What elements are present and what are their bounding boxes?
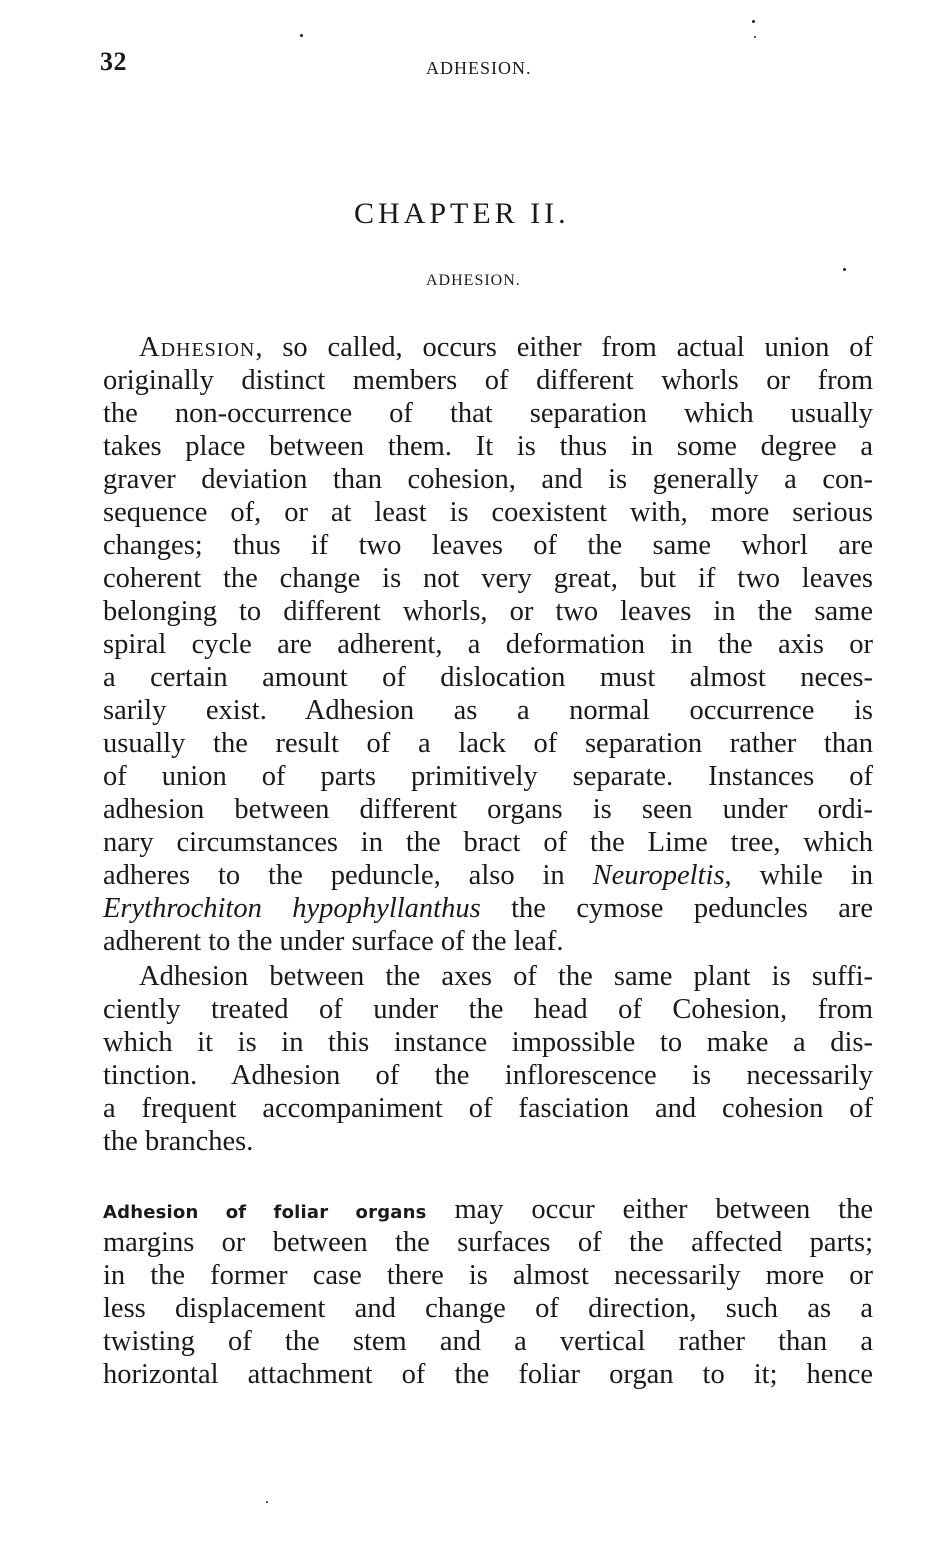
text-line: takes place between them. It is thus in some degree a (103, 431, 873, 462)
paragraph-adhesion-intro (103, 331, 873, 958)
text-line: adherent to the under surface of the leaf. (103, 926, 564, 957)
chapter-title: CHAPTER II. (354, 197, 570, 230)
text-line: ciently treated of under the head of Cohesion, from (103, 994, 873, 1025)
text-line: in the former case there is almost necessarily more or (103, 1260, 873, 1291)
page-number: 32 (100, 47, 127, 76)
text-line: changes; thus if two leaves of the same whorl are (103, 530, 873, 561)
text-line: tinction. Adhesion of the inflorescence is necessarily (103, 1060, 873, 1091)
paragraph-axes-adhesion (103, 960, 873, 1158)
text-line: twisting of the stem and a vertical rather than a (103, 1326, 873, 1357)
text-line: adheres to the peduncle, also in Neuropeltis, while in (103, 860, 873, 891)
text-line: a certain amount of dislocation must almost neces- (103, 662, 873, 693)
paragraph-foliar-organs (103, 1193, 873, 1391)
text-line: originally distinct members of different whorls or from (103, 365, 873, 396)
text-line: adhesion between different organs is seen under ordi- (103, 794, 873, 825)
text-line: horizontal attachment of the foliar organ to it; hence (103, 1359, 873, 1390)
text-line: coherent the change is not very great, but if two leaves (103, 563, 873, 594)
text-line: Erythrochiton hypophyllanthus the cymose peduncles are (103, 893, 874, 924)
text-line: less displacement and change of direction, such as a (103, 1293, 873, 1324)
text-line: of union of parts primitively separate. Instances of (103, 761, 873, 792)
text-line: sarily exist. Adhesion as a normal occurrence is (103, 695, 873, 726)
lead-word: Adhesion (139, 332, 256, 363)
text-line: belonging to different whorls, or two leaves in the same (103, 596, 873, 627)
text-line: the branches. (103, 1126, 254, 1157)
text-line: margins or between the surfaces of the affected parts; (103, 1227, 873, 1258)
text-line: graver deviation than cohesion, and is generally a con- (103, 464, 873, 495)
text-line: Adhesion between the axes of the same plant is suffi- (139, 961, 873, 992)
text-line: Adhesion, so called, occurs either from actual union of (139, 332, 873, 363)
text-line: sequence of, or at least is coexistent with, more serious (103, 497, 873, 528)
text-line: which it is in this instance impossible to make a dis- (103, 1027, 873, 1058)
text-line: a frequent accompaniment of fasciation and cohesion of (103, 1093, 873, 1124)
side-heading: Adhesion of foliar organs (103, 1202, 427, 1223)
text-line: the non-occurrence of that separation which usually (103, 398, 873, 429)
text-line: Adhesion of foliar organs may occur either between the (103, 1194, 873, 1225)
print-speck (843, 268, 846, 271)
species-name: Erythrochiton hypophyllanthus (103, 893, 481, 924)
genus-name: Neuropeltis, (592, 860, 732, 891)
print-speck (754, 36, 756, 38)
text-line: nary circumstances in the bract of the Lime tree, which (103, 827, 873, 858)
print-speck (300, 34, 303, 37)
print-speck (752, 20, 755, 23)
text-line: usually the result of a lack of separation rather than (103, 728, 873, 759)
print-speck (266, 1501, 268, 1503)
running-title: ADHESION. (426, 58, 532, 78)
section-title: ADHESION. (426, 272, 521, 289)
text-line: spiral cycle are adherent, a deformation in the axis or (103, 629, 873, 660)
